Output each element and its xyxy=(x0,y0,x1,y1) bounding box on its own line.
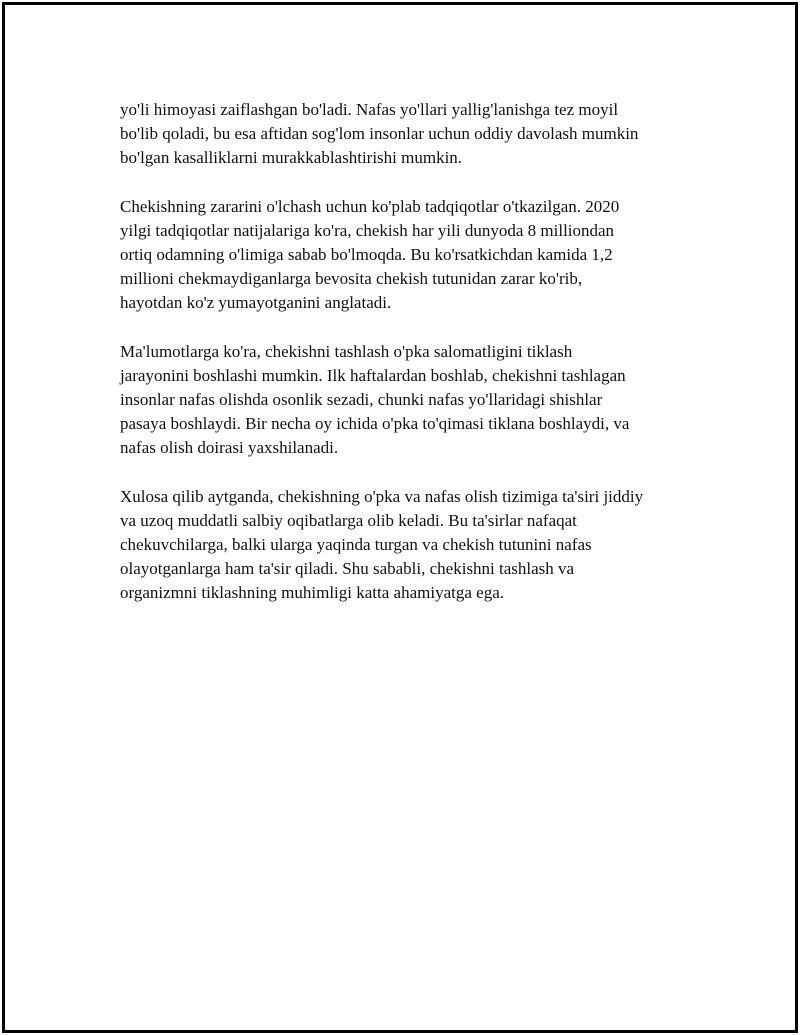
paragraph-quitting: Ma'lumotlarga ko'ra, chekishni tashlash o'pka salomatligini tiklash jarayonini boshlashi mumkin. Ilk haftalardan boshlab, chekishni tashlagan insonlar nafas olishda osonlik sezadi, chunki nafas yo'llaridagi shishlar pasaya boshlaydi. Bir necha oy ichida o'pka to'qimasi tiklana boshlaydi, va nafas olish doirasi yaxshilanadi. xyxy=(120,341,630,458)
paragraph-immunity: yo'li himoyasi zaiflashgan bo'ladi. Nafas yo'llari yallig'lanishga tez moyil bo'lib qoladi, bu esa aftidan sog'lom insonlar uchun oddiy davolash mumkin bo'lgan kasalliklarni murakkablashtirishi mumkin. xyxy=(120,100,639,168)
paragraph-conclusion: Xulosa qilib aytganda, chekishning o'pka va nafas olish tizimiga ta'siri jiddiy va uzoq muddatli salbiy oqibatlarga olib keladi. Bu ta'sirlar nafaqat chekuvchilarga, balki ularga yaqinda turgan va chekish tutunini nafas olayotganlarga ham ta'sir qiladi. Shu sababli, chekishni tashlash va organizmni tiklashning muhimligi katta ahamiyatga ega. xyxy=(120,486,644,603)
document-page xyxy=(2,2,798,1033)
paragraph-research: Chekishning zararini o'lchash uchun ko'plab tadqiqotlar o'tkazilgan. 2020 yilgi tadqiqotlar natijalariga ko'ra, chekish har yili dunyoda 8 milliondan ortiq odamning o'limiga sabab bo'lmoqda. Bu ko'rsatkichdan kamida 1,2 millioni chekmaydiganlarga bevosita chekish tutunidan zarar ko'rib, hayotdan ko'z yumayotganini anglatadi. xyxy=(120,196,620,313)
document-body xyxy=(120,98,710,630)
